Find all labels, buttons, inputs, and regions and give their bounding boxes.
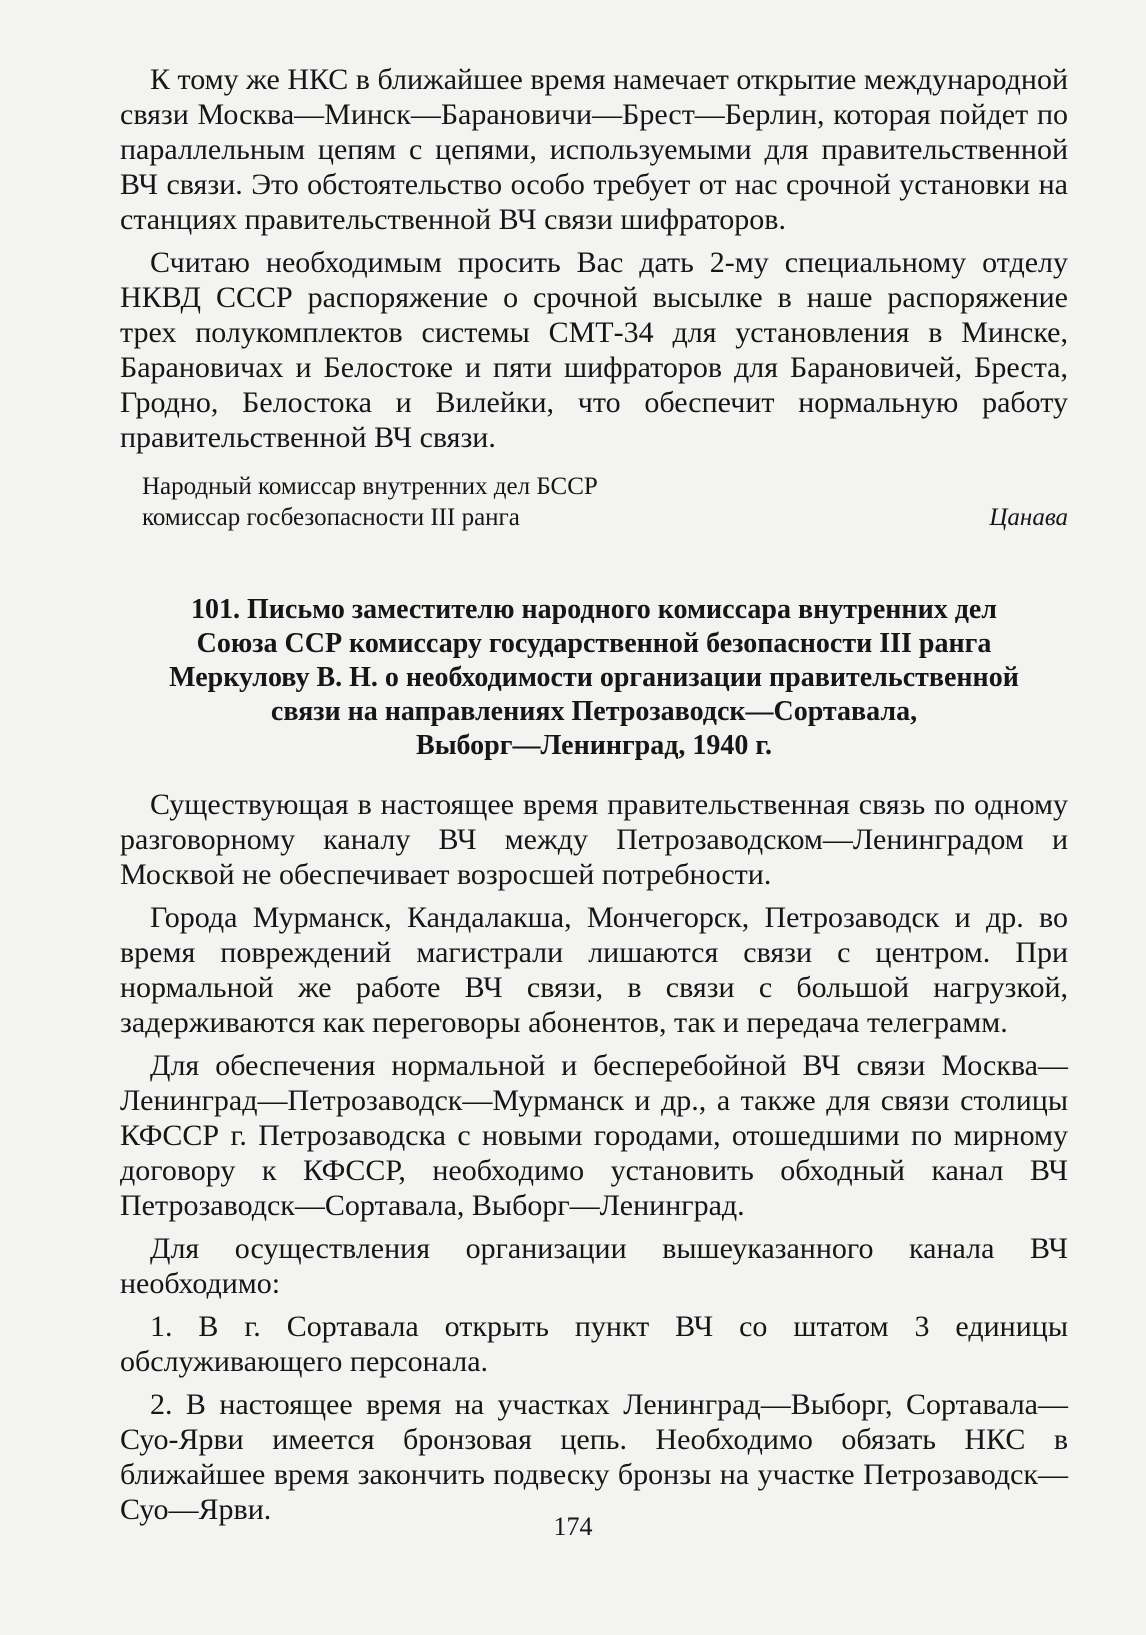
body-paragraph: 1. В г. Сортавала открыть пункт ВЧ со штатом 3 единицы обслуживающего персонала. xyxy=(120,1310,1068,1378)
body-paragraph: 2. В настоящее время на участках Ленинград—Выборг, Сортавала—Суо-Ярви имеется бронзовая цепь. Необходимо обязать НКС в ближайшее время закончить подвеску бронзы на участке Петрозаводск—Суо—Ярви. xyxy=(120,1388,1068,1526)
body-paragraph: Существующая в настоящее время правительственная связь по одному разговорному каналу ВЧ между Петрозаводском—Ленинградом и Москвой не обеспечивает возросшей потребности. xyxy=(120,788,1068,891)
body-paragraph: Города Мурманск, Кандалакша, Мончегорск, Петрозаводск и др. во время повреждений магистрали лишаются связи с центром. При нормальной же работе ВЧ связи, в связи с большой нагрузкой, задерживаются как переговоры абонентов, так и передача телеграмм. xyxy=(120,901,1068,1039)
body-paragraph: Для осуществления организации вышеуказанного канала ВЧ необходимо: xyxy=(120,1232,1068,1300)
document-title-line: Меркулову В. Н. о необходимости организации правительственной xyxy=(169,662,1019,693)
signatory-name: Цанава xyxy=(989,504,1068,531)
document-title-line: 101. Письмо заместителю народного комиссара внутренних дел xyxy=(190,594,997,625)
document-page xyxy=(120,62,1068,1535)
document-title-line: связи на направлениях Петрозаводск—Сортавала, xyxy=(270,696,918,727)
signature-line-2 xyxy=(120,502,1068,533)
signature-block xyxy=(120,471,1068,533)
signature-line-1 xyxy=(120,471,1068,502)
body-paragraph: Считаю необходимым просить Вас дать 2-му специальному отделу НКВД СССР распоряжение о срочной высылке в наше распоряжение трех полукомплектов системы СМТ-34 для установления в Минске, Барановичах и Белостоке и пяти шифраторов для Барановичей, Бреста, Гродно, Белостока и Вилейки, что обеспечит нормальную работу правительственной ВЧ связи. xyxy=(120,246,1068,454)
body-paragraph: Для обеспечения нормальной и бесперебойной ВЧ связи Москва—Ленинград—Петрозаводск—Мурманск и др., а также для связи столицы КФССР г. Петрозаводска с новыми городами, отошедшими по мирному договору к КФССР, необходимо установить обходный канал ВЧ Петрозаводск—Сортавала, Выборг—Ленинград. xyxy=(120,1049,1068,1222)
signatory-rank: комиссар госбезопасности III ранга xyxy=(142,504,520,531)
page-number: 174 xyxy=(553,1512,593,1541)
document-title-line: Союза ССР комиссару государственной безопасности III ранга xyxy=(196,628,992,659)
document-title-line: Выборг—Ленинград, 1940 г. xyxy=(416,730,772,761)
body-paragraph: К тому же НКС в ближайшее время намечает открытие международной связи Москва—Минск—Барановичи—Брест—Берлин, которая пойдет по параллельным цепям с цепями, используемыми для правительственной ВЧ связи. Это обстоятельство особо требует от нас срочной установки на станциях правительственной ВЧ связи шифраторов. xyxy=(120,63,1068,236)
signatory-position: Народный комиссар внутренних дел БССР xyxy=(142,473,598,500)
document-title xyxy=(120,593,1068,763)
